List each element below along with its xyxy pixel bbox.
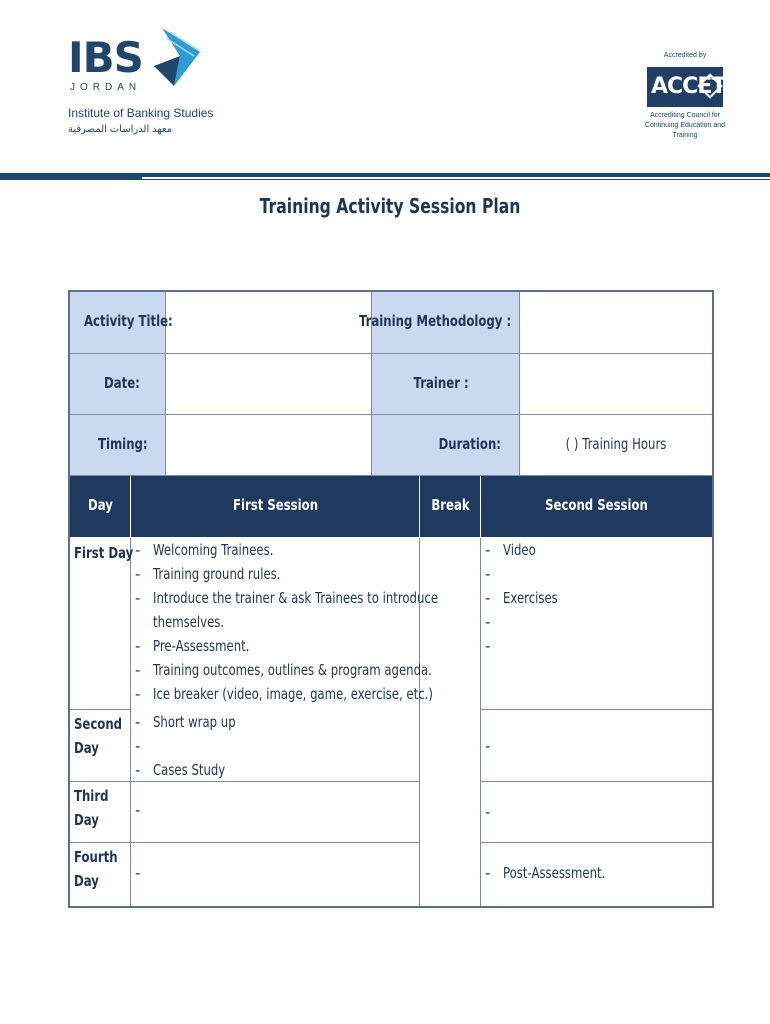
activity-title-label: Activity Title: bbox=[84, 312, 173, 330]
bullet: - bbox=[135, 565, 141, 583]
day-cell-1 bbox=[70, 538, 134, 710]
bullet: - bbox=[485, 737, 491, 755]
col-header-second-session bbox=[481, 476, 712, 538]
day-label-2a: Second bbox=[74, 715, 123, 733]
bullet: - bbox=[135, 637, 141, 655]
first-session-item-cont: themselves. bbox=[153, 613, 225, 631]
logo-country: JORDAN bbox=[70, 82, 142, 93]
first-session-item: Training ground rules. bbox=[153, 565, 281, 583]
methodology-label-cell bbox=[358, 292, 520, 354]
second-session-header: Second Session bbox=[545, 496, 648, 514]
trainer-label-cell bbox=[372, 354, 520, 415]
bullet: - bbox=[485, 864, 491, 882]
second-session-day-4 bbox=[481, 843, 712, 906]
first-session-day-2 bbox=[131, 710, 420, 782]
timing-label: Timing: bbox=[98, 435, 148, 453]
session-plan-table bbox=[68, 290, 714, 908]
institute-name-ar: معهد الدراسات المصرفية bbox=[68, 124, 173, 135]
bullet: - bbox=[135, 713, 141, 731]
activity-title-label-cell bbox=[70, 292, 173, 354]
bullet: - bbox=[485, 589, 491, 607]
first-session-item: Welcoming Trainees. bbox=[153, 541, 274, 559]
break-header: Break bbox=[431, 496, 470, 514]
logo-wordmark: IBS bbox=[68, 33, 143, 82]
sail-icon bbox=[150, 26, 210, 88]
day-label-3b: Day bbox=[74, 811, 99, 829]
second-session-item: Exercises bbox=[503, 589, 558, 607]
duration-label-cell bbox=[372, 415, 520, 476]
col-header-first-session bbox=[131, 476, 420, 538]
accredited-by-label: Accredited by bbox=[663, 52, 707, 59]
duration-field[interactable] bbox=[520, 415, 712, 476]
bullet: - bbox=[135, 737, 141, 755]
bullet: - bbox=[485, 803, 491, 821]
day-label-2b: Day bbox=[74, 739, 99, 757]
second-session-day-3 bbox=[481, 782, 712, 843]
first-session-header: First Session bbox=[232, 496, 319, 514]
bullet: - bbox=[135, 541, 141, 559]
first-session-day-3 bbox=[131, 782, 420, 843]
bullet: - bbox=[135, 685, 141, 703]
date-label: Date: bbox=[104, 374, 140, 392]
day-header: Day bbox=[88, 496, 113, 514]
day-label-3a: Third bbox=[74, 787, 109, 805]
col-header-break bbox=[420, 476, 481, 538]
methodology-field[interactable] bbox=[520, 292, 712, 354]
bullet: - bbox=[485, 637, 491, 655]
accet-logo bbox=[647, 67, 726, 107]
first-session-item: Short wrap up bbox=[153, 713, 236, 731]
duration-value: ( ) Training Hours bbox=[565, 435, 667, 453]
second-session-day-2 bbox=[481, 710, 712, 782]
day-cell-2 bbox=[70, 710, 131, 782]
first-session-item: Introduce the trainer & ask Trainees to introduce bbox=[153, 589, 439, 607]
day-label-4b: Day bbox=[74, 872, 99, 890]
first-session-item: Training outcomes, outlines & program agenda. bbox=[153, 661, 432, 679]
bullet: - bbox=[485, 541, 491, 559]
day-label-1: First Day bbox=[74, 544, 134, 562]
accet-wordmark: ACCET bbox=[651, 74, 726, 99]
bullet: - bbox=[485, 565, 491, 583]
bullet: - bbox=[135, 761, 141, 779]
trainer-label: Trainer : bbox=[413, 374, 469, 392]
bullet: - bbox=[135, 661, 141, 679]
second-session-item: Video bbox=[503, 541, 536, 559]
institute-name-en: Institute of Banking Studies bbox=[68, 106, 214, 120]
methodology-label: Training Methodology : bbox=[358, 312, 511, 330]
first-session-day-1 bbox=[131, 538, 439, 710]
accreditation-badge bbox=[625, 52, 745, 141]
day-label-4a: Fourth bbox=[74, 848, 118, 866]
first-session-item: Ice breaker (video, image, game, exercise, etc.) bbox=[153, 685, 433, 703]
date-field[interactable] bbox=[166, 354, 372, 415]
accet-full-name: Accrediting Council for Continuing Education and Training bbox=[644, 112, 726, 139]
timing-label-cell bbox=[70, 415, 166, 476]
day-cell-3 bbox=[70, 782, 131, 843]
ibs-logo bbox=[68, 26, 218, 141]
bullet: - bbox=[135, 801, 141, 819]
trainer-field[interactable] bbox=[520, 354, 712, 415]
duration-label: Duration: bbox=[438, 435, 501, 453]
first-session-item: Pre-Assessment. bbox=[153, 637, 250, 655]
date-label-cell bbox=[70, 354, 166, 415]
activity-title-field[interactable] bbox=[166, 292, 372, 354]
second-session-day-1 bbox=[481, 538, 712, 710]
header-divider-thin bbox=[0, 179, 770, 180]
first-session-day-4 bbox=[131, 843, 420, 906]
col-header-day bbox=[70, 476, 131, 538]
first-session-item: Cases Study bbox=[153, 761, 226, 779]
page-title: Training Activity Session Plan bbox=[259, 194, 521, 218]
bullet: - bbox=[485, 613, 491, 631]
timing-field[interactable] bbox=[166, 415, 372, 476]
second-session-item: Post-Assessment. bbox=[503, 864, 606, 882]
break-cell bbox=[420, 538, 481, 906]
bullet: - bbox=[135, 589, 141, 607]
bullet: - bbox=[135, 864, 141, 882]
day-cell-4 bbox=[70, 843, 131, 906]
